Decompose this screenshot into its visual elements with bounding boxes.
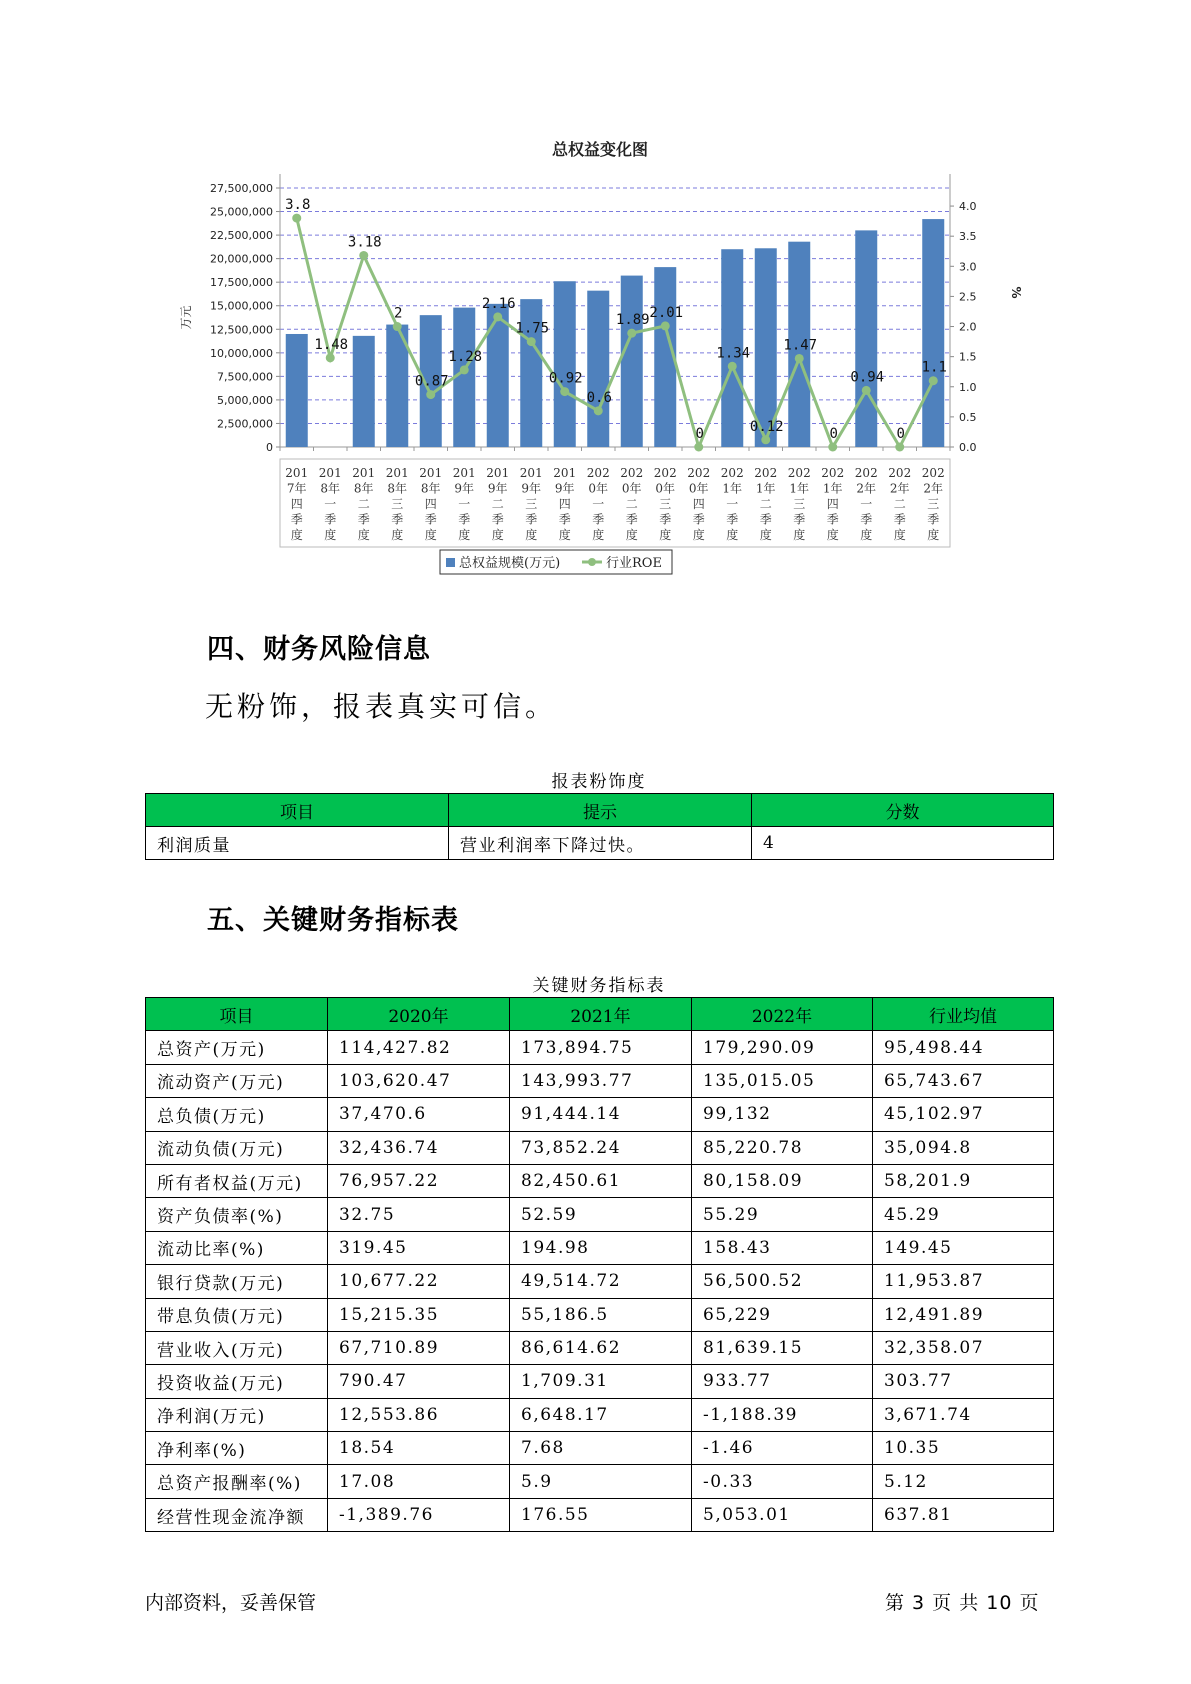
chart-title: 总权益变化图: [551, 140, 649, 159]
table-cell: 1,709.31: [510, 1365, 692, 1398]
x-tick-label: 202: [720, 466, 744, 480]
table-cell: 总负债(万元): [146, 1098, 328, 1131]
kpi-header-2022: 2022年: [692, 998, 873, 1031]
risk-header-score: 分数: [752, 794, 1054, 827]
roe-point: [426, 390, 435, 399]
table-cell: 149.45: [873, 1231, 1054, 1264]
table-cell: 18.54: [328, 1432, 510, 1465]
x-tick-label: 0年: [655, 481, 676, 496]
y-tick-label: 0: [266, 441, 273, 454]
x-tick-label: 度: [458, 528, 471, 542]
roe-data-label: 0: [695, 426, 704, 442]
x-tick-label: 季: [893, 512, 906, 527]
table-cell: 7.68: [510, 1432, 692, 1465]
table-cell: 58,201.9: [873, 1164, 1054, 1197]
table-cell: 流动负债(万元): [146, 1131, 328, 1164]
table-cell: 135,015.05: [692, 1064, 873, 1097]
table-row: [146, 1498, 1054, 1531]
table-cell: 67,710.89: [328, 1331, 510, 1364]
x-tick-label: 2年: [923, 481, 944, 496]
x-tick-label: 三: [793, 497, 806, 511]
y2-tick-label: 0.5: [959, 410, 977, 424]
table-row: [146, 1064, 1054, 1097]
section4-heading: 四、财务风险信息: [207, 634, 431, 665]
risk-table-header-row: [146, 794, 1054, 827]
x-tick-label: 一: [458, 497, 471, 511]
roe-data-label: 1.48: [314, 336, 349, 353]
table-row: [146, 1265, 1054, 1298]
roe-data-label: 0.87: [414, 373, 449, 390]
table-cell: 45,102.97: [873, 1098, 1054, 1131]
table-row: [146, 1231, 1054, 1264]
table-cell: 81,639.15: [692, 1331, 873, 1364]
table-cell: 11,953.87: [873, 1265, 1054, 1298]
x-tick-label: 一: [324, 497, 337, 511]
table-row: [146, 1131, 1054, 1164]
table-cell: 95,498.44: [873, 1031, 1054, 1064]
y2-tick-label: 2.0: [959, 320, 977, 334]
roe-point: [493, 312, 502, 321]
roe-point: [627, 329, 636, 338]
table-row: [146, 827, 1054, 860]
table-cell: 5.12: [873, 1465, 1054, 1498]
footer-confidential-note: 内部资料，妥善保管: [145, 1592, 317, 1614]
table-cell: 营业收入(万元): [146, 1331, 328, 1364]
x-tick-label: 8年: [320, 481, 341, 496]
x-tick-label: 三: [391, 497, 404, 511]
table-cell: 营业利润率下降过快。: [449, 827, 752, 860]
roe-data-label: 3.8: [285, 197, 311, 214]
table-cell: 76,957.22: [328, 1164, 510, 1197]
x-tick-label: 1年: [789, 481, 810, 496]
table-cell: 3,671.74: [873, 1398, 1054, 1431]
x-tick-label: 202: [586, 466, 610, 480]
x-tick-label: 度: [927, 528, 940, 542]
table-cell: 流动比率(%): [146, 1231, 328, 1264]
table-cell: -0.33: [692, 1465, 873, 1498]
table-row: [146, 1298, 1054, 1331]
x-tick-label: 季: [324, 512, 337, 527]
table-cell: 52.59: [510, 1198, 692, 1231]
roe-data-label: 0.12: [749, 418, 784, 435]
x-tick-label: 度: [726, 528, 739, 542]
table-cell: 32,436.74: [328, 1131, 510, 1164]
y2-tick-label: 0.0: [959, 441, 977, 454]
x-tick-label: 202: [620, 466, 644, 480]
table-cell: 利润质量: [146, 827, 449, 860]
x-tick-label: 季: [458, 512, 471, 527]
kpi-header-industry-avg: 行业均值: [873, 998, 1054, 1031]
x-tick-label: 季: [424, 512, 437, 527]
table-cell: 173,894.75: [510, 1031, 692, 1064]
roe-data-label: 2: [394, 305, 403, 322]
table-cell: 56,500.52: [692, 1265, 873, 1298]
x-tick-label: 三: [927, 497, 940, 511]
roe-data-label: 1.28: [448, 348, 483, 365]
x-label-box: [280, 459, 950, 547]
bar: [855, 230, 877, 447]
roe-point: [795, 354, 804, 363]
bar: [487, 304, 509, 447]
x-tick-label: 三: [659, 497, 672, 511]
x-tick-label: 四: [692, 497, 705, 511]
roe-point: [895, 443, 904, 452]
y-tick-label: 7,500,000: [217, 370, 273, 384]
x-tick-label: 201: [419, 466, 443, 480]
x-tick-label: 二: [893, 497, 906, 511]
roe-data-label: 1.89: [615, 312, 650, 329]
roe-data-label: 1.75: [515, 320, 550, 337]
table-cell: 55,186.5: [510, 1298, 692, 1331]
x-tick-label: 度: [391, 528, 404, 542]
x-tick-label: 202: [787, 466, 811, 480]
table-row: [146, 1398, 1054, 1431]
table-row: [146, 1031, 1054, 1064]
bar: [922, 219, 944, 447]
table-cell: 5,053.01: [692, 1498, 873, 1531]
legend-line-label: 行业ROE: [606, 556, 662, 571]
x-tick-label: 四: [558, 497, 571, 511]
table-cell: 45.29: [873, 1198, 1054, 1231]
bar: [554, 281, 576, 447]
x-tick-label: 度: [424, 528, 437, 542]
table-cell: 6,648.17: [510, 1398, 692, 1431]
x-tick-label: 季: [692, 512, 705, 527]
x-tick-label: 0年: [621, 481, 642, 496]
roe-point: [560, 387, 569, 396]
table-cell: 143,993.77: [510, 1064, 692, 1097]
x-tick-label: 四: [826, 497, 839, 511]
table-row: [146, 1331, 1054, 1364]
table-cell: 经营性现金流净额: [146, 1498, 328, 1531]
x-tick-label: 9年: [521, 481, 542, 496]
y2-tick-label: 1.0: [959, 380, 977, 394]
bar: [353, 336, 375, 447]
roe-data-label: 1.1: [921, 359, 947, 376]
table-cell: 32,358.07: [873, 1331, 1054, 1364]
table-cell: 流动资产(万元): [146, 1064, 328, 1097]
x-tick-label: 度: [357, 528, 370, 542]
roe-point: [292, 214, 301, 223]
x-tick-label: 季: [357, 512, 370, 527]
roe-point: [828, 443, 837, 452]
x-tick-label: 度: [759, 528, 772, 542]
risk-table-caption: 报表粉饰度: [551, 772, 647, 792]
table-row: [146, 1465, 1054, 1498]
roe-point: [359, 251, 368, 260]
table-cell: 12,553.86: [328, 1398, 510, 1431]
table-row: [146, 1098, 1054, 1131]
table-cell: 80,158.09: [692, 1164, 873, 1197]
table-cell: 158.43: [692, 1231, 873, 1264]
x-tick-label: 季: [927, 512, 940, 527]
table-cell: 65,229: [692, 1298, 873, 1331]
bar: [286, 334, 308, 447]
x-tick-label: 202: [921, 466, 945, 480]
x-tick-label: 度: [491, 528, 504, 542]
table-cell: 净利润(万元): [146, 1398, 328, 1431]
table-cell: 投资收益(万元): [146, 1365, 328, 1398]
roe-point: [527, 337, 536, 346]
bar: [587, 291, 609, 447]
table-cell: 净利率(%): [146, 1432, 328, 1465]
table-cell: 55.29: [692, 1198, 873, 1231]
table-row: [146, 1164, 1054, 1197]
roe-point: [661, 321, 670, 330]
y-tick-label: 20,000,000: [210, 252, 273, 266]
x-tick-label: 202: [821, 466, 845, 480]
table-cell: 114,427.82: [328, 1031, 510, 1064]
roe-point: [929, 376, 938, 385]
table-cell: 86,614.62: [510, 1331, 692, 1364]
x-tick-label: 度: [826, 528, 839, 542]
table-cell: -1,188.39: [692, 1398, 873, 1431]
roe-data-label: 0: [829, 426, 838, 442]
table-cell: -1.46: [692, 1432, 873, 1465]
legend-bar-label: 总权益规模(万元): [459, 556, 561, 571]
table-cell: 49,514.72: [510, 1265, 692, 1298]
roe-point: [761, 435, 770, 444]
x-tick-label: 8年: [420, 481, 441, 496]
roe-data-label: 1.34: [716, 345, 751, 362]
legend-bar-swatch: [446, 558, 455, 567]
table-cell: 17.08: [328, 1465, 510, 1498]
x-tick-label: 二: [357, 497, 370, 511]
x-tick-label: 季: [659, 512, 672, 527]
y2-tick-label: 3.0: [959, 260, 977, 274]
kpi-table: [145, 997, 1054, 1532]
table-cell: 319.45: [328, 1231, 510, 1264]
x-tick-label: 季: [625, 512, 638, 527]
x-tick-label: 三: [525, 497, 538, 511]
roe-data-label: 1.47: [783, 337, 818, 354]
x-tick-label: 202: [653, 466, 677, 480]
x-tick-label: 季: [491, 512, 504, 527]
table-cell: 103,620.47: [328, 1064, 510, 1097]
table-cell: 带息负债(万元): [146, 1298, 328, 1331]
x-tick-label: 二: [759, 497, 772, 511]
x-tick-label: 201: [352, 466, 376, 480]
x-tick-label: 二: [491, 497, 504, 511]
x-tick-label: 度: [525, 528, 538, 542]
y2-tick-label: 3.5: [959, 230, 977, 244]
table-cell: 82,450.61: [510, 1164, 692, 1197]
roe-data-label: 0.92: [548, 370, 583, 387]
y-tick-label: 15,000,000: [210, 299, 273, 313]
y2-tick-label: 1.5: [959, 350, 977, 364]
table-cell: 总资产(万元): [146, 1031, 328, 1064]
x-tick-label: 度: [893, 528, 906, 542]
roe-data-label: 3.18: [347, 234, 382, 251]
x-tick-label: 201: [519, 466, 543, 480]
x-tick-label: 201: [553, 466, 577, 480]
table-cell: 35,094.8: [873, 1131, 1054, 1164]
table-cell: 65,743.67: [873, 1064, 1054, 1097]
x-tick-label: 季: [290, 512, 303, 527]
roe-data-label: 2.16: [481, 295, 516, 312]
roe-point: [728, 362, 737, 371]
kpi-header-item: 项目: [146, 998, 328, 1031]
table-cell: 99,132: [692, 1098, 873, 1131]
y-tick-label: 25,000,000: [210, 205, 273, 219]
table-cell: 85,220.78: [692, 1131, 873, 1164]
equity-chart: [150, 130, 1050, 590]
x-tick-label: 度: [625, 528, 638, 542]
x-tick-label: 季: [793, 512, 806, 527]
x-tick-label: 0年: [588, 481, 609, 496]
table-cell: 179,290.09: [692, 1031, 873, 1064]
table-cell: 637.81: [873, 1498, 1054, 1531]
x-tick-label: 201: [385, 466, 409, 480]
table-cell: 91,444.14: [510, 1098, 692, 1131]
roe-data-label: 0.94: [850, 369, 885, 386]
roe-point: [862, 386, 871, 395]
y2-tick-label: 4.0: [959, 200, 977, 214]
table-row: [146, 1365, 1054, 1398]
x-tick-label: 季: [826, 512, 839, 527]
x-tick-label: 一: [592, 497, 605, 511]
x-tick-label: 季: [759, 512, 772, 527]
y-tick-label: 17,500,000: [210, 276, 273, 290]
x-tick-label: 7年: [286, 481, 307, 496]
table-cell: 4: [752, 827, 1054, 860]
table-cell: 15,215.35: [328, 1298, 510, 1331]
x-tick-label: 201: [318, 466, 342, 480]
table-row: [146, 1198, 1054, 1231]
y-tick-label: 12,500,000: [210, 323, 273, 337]
x-tick-label: 1年: [722, 481, 743, 496]
table-cell: 73,852.24: [510, 1131, 692, 1164]
x-tick-label: 202: [754, 466, 778, 480]
x-tick-label: 9年: [554, 481, 575, 496]
roe-point: [460, 365, 469, 374]
section5-heading: 五、关键财务指标表: [207, 905, 459, 936]
kpi-header-2020: 2020年: [328, 998, 510, 1031]
roe-point: [594, 406, 603, 415]
table-row: [146, 1432, 1054, 1465]
x-tick-label: 202: [687, 466, 711, 480]
x-tick-label: 一: [726, 497, 739, 511]
x-tick-label: 9年: [454, 481, 475, 496]
x-tick-label: 201: [452, 466, 476, 480]
bar: [621, 276, 643, 447]
x-tick-label: 202: [888, 466, 912, 480]
x-tick-label: 季: [860, 512, 873, 527]
table-cell: 5.9: [510, 1465, 692, 1498]
roe-data-label: 0: [896, 426, 905, 442]
y-tick-label: 22,500,000: [210, 229, 273, 243]
roe-data-label: 0.6: [586, 389, 612, 406]
x-tick-label: 度: [793, 528, 806, 542]
risk-table: [145, 793, 1054, 860]
roe-point: [694, 443, 703, 452]
roe-data-label: 2.01: [649, 304, 684, 321]
x-tick-label: 度: [558, 528, 571, 542]
x-tick-label: 1年: [755, 481, 776, 496]
x-tick-label: 季: [726, 512, 739, 527]
y2-axis-label: %: [1009, 286, 1023, 299]
x-tick-label: 202: [854, 466, 878, 480]
x-tick-label: 度: [659, 528, 672, 542]
risk-header-item: 项目: [146, 794, 449, 827]
y-tick-label: 2,500,000: [217, 417, 273, 431]
x-tick-label: 季: [525, 512, 538, 527]
x-tick-label: 1年: [822, 481, 843, 496]
x-tick-label: 季: [592, 512, 605, 527]
x-tick-label: 度: [290, 528, 303, 542]
table-cell: 37,470.6: [328, 1098, 510, 1131]
table-cell: 银行贷款(万元): [146, 1265, 328, 1298]
table-cell: 790.47: [328, 1365, 510, 1398]
kpi-header-2021: 2021年: [510, 998, 692, 1031]
risk-header-hint: 提示: [449, 794, 752, 827]
x-tick-label: 一: [860, 497, 873, 511]
y-tick-label: 5,000,000: [217, 393, 273, 407]
x-tick-label: 度: [692, 528, 705, 542]
x-tick-label: 9年: [487, 481, 508, 496]
x-tick-label: 度: [860, 528, 873, 542]
roe-point: [393, 322, 402, 331]
x-tick-label: 四: [290, 497, 303, 511]
section4-body: 无粉饰，报表真实可信。: [205, 690, 558, 723]
table-cell: 32.75: [328, 1198, 510, 1231]
x-tick-label: 201: [285, 466, 309, 480]
x-tick-label: 2年: [856, 481, 877, 496]
y-tick-label: 10,000,000: [210, 346, 273, 360]
x-tick-label: 度: [324, 528, 337, 542]
x-tick-label: 季: [558, 512, 571, 527]
table-cell: 资产负债率(%): [146, 1198, 328, 1231]
x-tick-label: 0年: [688, 481, 709, 496]
kpi-table-header-row: [146, 998, 1054, 1031]
x-tick-label: 度: [592, 528, 605, 542]
x-tick-label: 8年: [387, 481, 408, 496]
x-tick-label: 2年: [889, 481, 910, 496]
table-cell: 所有者权益(万元): [146, 1164, 328, 1197]
table-cell: 303.77: [873, 1365, 1054, 1398]
table-cell: 10.35: [873, 1432, 1054, 1465]
y2-tick-label: 2.5: [959, 290, 977, 304]
x-tick-label: 二: [625, 497, 638, 511]
y-tick-label: 27,500,000: [210, 182, 273, 195]
y-axis-label: 万元: [179, 305, 193, 330]
x-tick-label: 8年: [353, 481, 374, 496]
table-cell: 10,677.22: [328, 1265, 510, 1298]
table-cell: 194.98: [510, 1231, 692, 1264]
x-tick-label: 季: [391, 512, 404, 527]
table-cell: 176.55: [510, 1498, 692, 1531]
table-cell: -1,389.76: [328, 1498, 510, 1531]
table-cell: 12,491.89: [873, 1298, 1054, 1331]
legend-line-marker: [588, 558, 596, 566]
roe-point: [326, 353, 335, 362]
kpi-table-caption: 关键财务指标表: [532, 976, 666, 996]
x-tick-label: 201: [486, 466, 510, 480]
table-cell: 933.77: [692, 1365, 873, 1398]
table-cell: 总资产报酬率(%): [146, 1465, 328, 1498]
footer-page-number: 第 3 页 共 10 页: [885, 1592, 1040, 1614]
x-tick-label: 四: [424, 497, 437, 511]
